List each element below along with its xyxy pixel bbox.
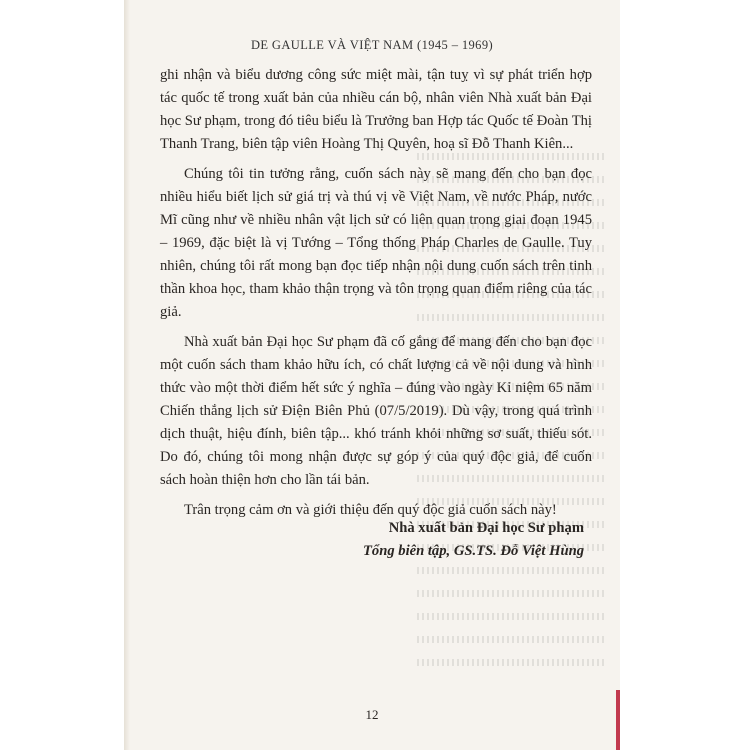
paragraph: Nhà xuất bản Đại học Sư phạm đã cố gắng để mang đến cho bạn đọc một cuốn sách tham khảo hữu ích, có chất lượng cả về nội dung và hình thức vào một thời điểm hết sức ý nghĩa – đúng vào ngày Kỉ niệm 65 năm Chiến thắng lịch sử Điện Biên Phủ (07/5/2019). Dù vậy, trong quá trình dịch thuật, hiệu đính, biên tập... khó tránh khỏi những sơ suất, thiếu sót. Do đó, chúng tôi mong nhận được sự góp ý của quý độc giả, để cuốn sách hoàn thiện hơn cho lần tái bản. (160, 334, 592, 488)
cover-edge-red (616, 690, 620, 750)
book-page (124, 0, 620, 750)
signature-editor: Tổng biên tập, GS.TS. Đỗ Việt Hùng (363, 543, 584, 559)
signature-publisher: Nhà xuất bản Đại học Sư phạm (388, 520, 584, 536)
page-gutter-shadow (124, 0, 130, 750)
paragraph-closing: Trân trọng cảm ơn và giới thiệu đến quý độc giả cuốn sách này! (184, 502, 557, 518)
running-head: DE GAULLE VÀ VIỆT NAM (1945 – 1969) (250, 38, 494, 52)
body-text (160, 64, 592, 529)
page-number: 12 (365, 707, 379, 722)
paragraph-continuation: ghi nhận và biểu dương công sức miệt mài, tận tuỵ vì sự phát triển hợp tác quốc tế trong xuất bản của nhiều cán bộ, nhân viên Nhà xuất bản Đại học Sư phạm, trong đó tiêu biểu là Trưởng ban Hợp tác Quốc tế Đoàn Thị Thanh Trang, biên tập viên Hoàng Thị Quyên, hoạ sĩ Đỗ Thanh Kiên... (160, 67, 592, 152)
paragraph: Chúng tôi tin tưởng rằng, cuốn sách này sẽ mang đến cho bạn đọc nhiều hiểu biết lịch sử giá trị và thú vị về Việt Nam, về nước Pháp, nước Mĩ cũng như về nhiều nhân vật lịch sử có liên quan trong giai đoạn 1945 – 1969, đặc biệt là vị Tướng – Tổng thống Pháp Charles de Gaulle. Tuy nhiên, chúng tôi rất mong bạn đọc tiếp nhận nội dung cuốn sách trên tinh thần khoa học, tham khảo thận trọng và tôn trọng quan điểm riêng của tác giả. (160, 166, 592, 320)
